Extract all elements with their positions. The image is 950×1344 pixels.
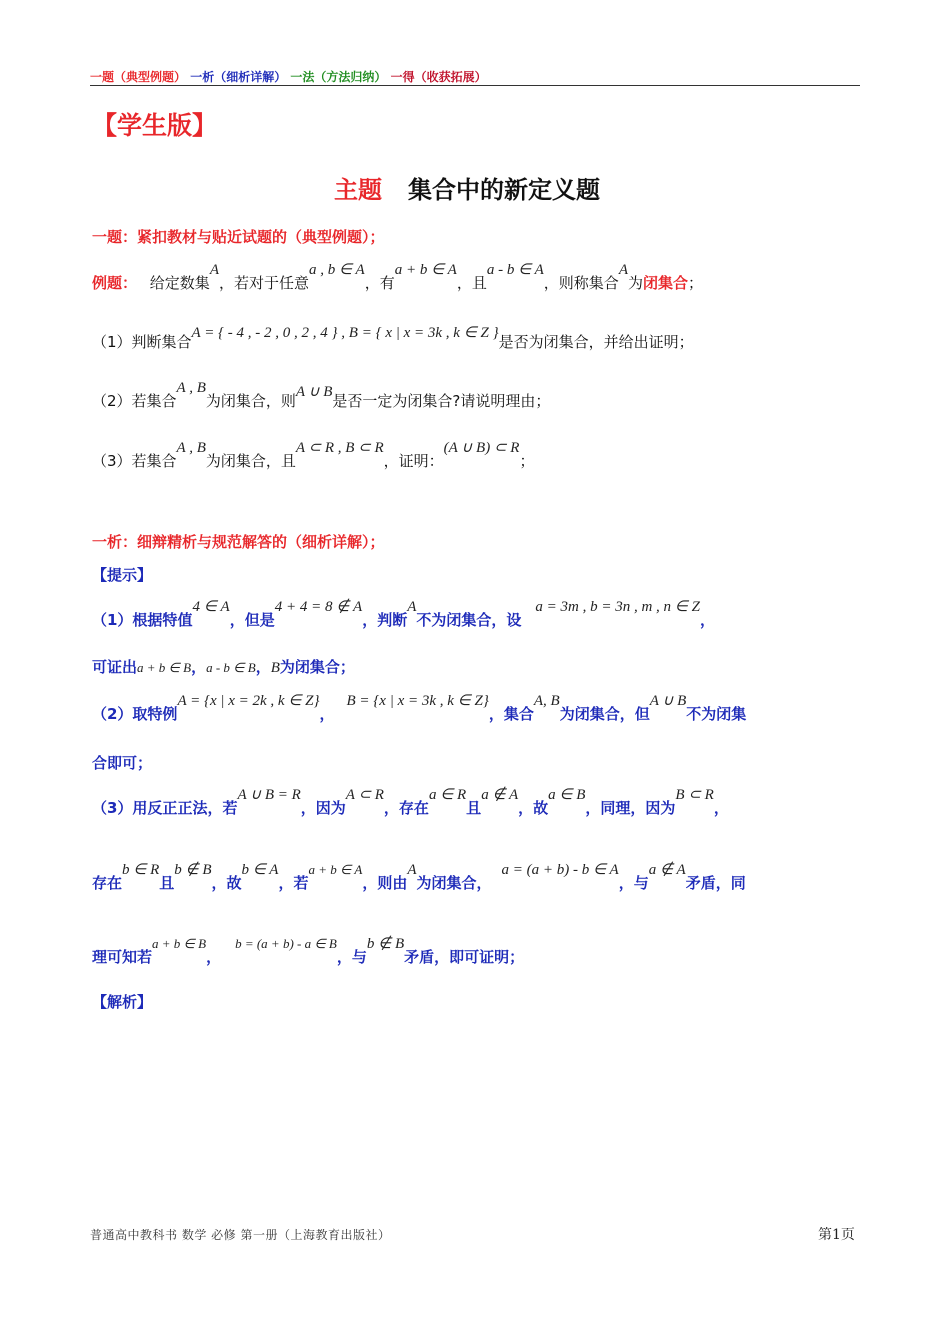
text: ，有 <box>364 274 395 292</box>
text: ； <box>688 274 704 292</box>
text: 理可知若 <box>92 948 153 966</box>
math: a ∈ R <box>428 787 467 803</box>
math: b ∉ B <box>174 862 212 878</box>
hint-1-cont <box>92 656 355 677</box>
text: ，存在 <box>383 799 429 817</box>
text: 为 <box>627 274 643 292</box>
math: a + b ∈ A <box>394 262 457 278</box>
page-title <box>334 170 600 205</box>
math: a ∈ B <box>548 787 586 803</box>
text: ， <box>713 799 729 817</box>
text: 矛盾，即可证明； <box>404 948 525 966</box>
text: ，且 <box>456 274 487 292</box>
math: b ∈ R <box>122 862 160 878</box>
math: a + b ∈ B <box>137 660 192 675</box>
math: 4 + 4 = 8 ∉ A <box>274 599 363 615</box>
math: B = {x | x = 3k , k ∈ Z} <box>346 693 489 709</box>
version-tag: 【学生版】 <box>92 111 218 140</box>
header-part-3: 一法（方法归纳） <box>290 70 387 84</box>
text: ，证明： <box>383 452 444 470</box>
text: ， <box>191 658 207 676</box>
text: 可证出 <box>92 658 138 676</box>
math: b ∈ A <box>241 862 279 878</box>
math: B <box>270 660 280 676</box>
math: a , b ∈ A <box>309 262 365 278</box>
footer-book-title: 普通高中教科书 数学 必修 第一册（上海教育出版社） <box>90 1228 391 1242</box>
text: （1）判断集合 <box>92 333 192 351</box>
header-divider <box>90 85 860 86</box>
text: ； <box>519 452 535 470</box>
text: 存在 <box>92 874 123 892</box>
text: （2）若集合 <box>92 392 177 410</box>
hint-3-cont-2 <box>92 936 525 967</box>
analysis-label-text: 【解析】 <box>92 993 153 1011</box>
footer-page-number: 第1页 <box>818 1227 855 1243</box>
hint-label-text: 【提示】 <box>92 566 153 584</box>
math: A = {x | x = 2k , k ∈ Z} <box>177 693 320 709</box>
text: 为闭集合，但 <box>559 705 650 723</box>
text: ，同理，因为 <box>585 799 676 817</box>
header-part-1: 一题（典型例题） <box>90 70 187 84</box>
text: 不为闭集 <box>686 705 747 723</box>
math: 4 ∈ A <box>192 599 230 615</box>
math: a ∉ A <box>481 787 519 803</box>
title-text: 集合中的新定义题 <box>408 176 600 204</box>
section1-heading: 一题：紧扣教材与贴近试题的（典型例题）； <box>92 228 385 246</box>
hint-1 <box>92 599 715 630</box>
text: ， <box>319 705 335 723</box>
math: a + b ∈ A <box>308 862 363 877</box>
text: 且 <box>159 874 175 892</box>
math: A = { - 4 , - 2 , 0 , 2 , 4 } , B = { x | x = 3k , k ∈ Z } <box>191 325 499 341</box>
hint-2 <box>92 693 747 724</box>
math: A <box>209 262 219 278</box>
text: ，集合 <box>488 705 534 723</box>
math: a + b ∈ B <box>152 936 207 951</box>
text: ，若对于任意 <box>218 274 309 292</box>
header-part-4: 一得（收获拓展） <box>390 70 487 84</box>
text: 矛盾，同 <box>685 874 746 892</box>
math: A, B <box>533 693 560 709</box>
math: A ∪ B = R <box>237 787 301 803</box>
math: a - b ∈ B <box>206 660 256 675</box>
text: 合即可； <box>92 754 153 772</box>
question-1 <box>92 325 694 352</box>
text: 且 <box>466 799 482 817</box>
header-part-2: 一析（细析详解） <box>190 70 287 84</box>
text: ，则由 <box>362 874 408 892</box>
text: 为闭集合， <box>416 874 492 892</box>
math: (A ∪ B) ⊂ R <box>443 440 520 456</box>
text: ，故 <box>211 874 242 892</box>
page-header <box>90 68 487 85</box>
text: ，因为 <box>300 799 346 817</box>
text: ， <box>255 658 271 676</box>
math: a = (a + b) - b ∈ A <box>501 862 619 878</box>
question-3 <box>92 440 535 471</box>
math: A , B <box>176 440 206 456</box>
math: A ⊂ R <box>345 787 384 803</box>
math: b ∉ B <box>366 936 405 952</box>
text: ，与 <box>336 948 367 966</box>
math: A <box>618 262 628 278</box>
math: A <box>407 599 417 615</box>
text: ，判断 <box>362 611 408 629</box>
text: ，但是 <box>229 611 275 629</box>
analysis-label <box>92 991 152 1012</box>
text: ，若 <box>278 874 309 892</box>
hint-2-cont <box>92 752 152 773</box>
math: A ∪ B <box>295 384 333 400</box>
text: （3）用反正正法，若 <box>92 799 238 817</box>
text: 为闭集合，且 <box>205 452 296 470</box>
math: A , B <box>176 380 206 396</box>
text: （1）根据特值 <box>92 611 193 629</box>
text: 为闭集合； <box>279 658 355 676</box>
math: A <box>407 862 417 878</box>
title-label: 主题 <box>334 176 382 204</box>
text: （2）取特例 <box>92 705 178 723</box>
math: a - b ∈ A <box>486 262 544 278</box>
text: 为闭集合，则 <box>205 392 296 410</box>
text: 是否一定为闭集合?请说明理由； <box>332 392 551 410</box>
hint-label <box>92 564 152 585</box>
math: A ⊂ R , B ⊂ R <box>295 440 384 456</box>
math: b = (a + b) - a ∈ B <box>235 936 337 951</box>
text: ， <box>699 611 715 629</box>
example-line <box>92 262 704 293</box>
hint-3 <box>92 787 729 818</box>
text: ，与 <box>618 874 649 892</box>
text: 不为闭集合，设 <box>416 611 522 629</box>
math: a ∉ A <box>648 862 686 878</box>
section2-heading: 一析：细辩精析与规范解答的（细析详解）； <box>92 533 385 551</box>
math: A ∪ B <box>649 693 687 709</box>
example-label: 例题： <box>92 274 138 292</box>
hint-3-cont <box>92 862 746 893</box>
question-2 <box>92 380 551 411</box>
text: ， <box>206 948 222 966</box>
text: （3）若集合 <box>92 452 177 470</box>
text: 给定数集 <box>149 274 210 292</box>
text: ，故 <box>518 799 549 817</box>
closed-set-term: 闭集合 <box>643 274 689 292</box>
math: a = 3m , b = 3n , m , n ∈ Z <box>535 599 700 615</box>
text: 是否为闭集合，并给出证明； <box>498 333 694 351</box>
math: B ⊂ R <box>675 787 714 803</box>
text: ，则称集合 <box>543 274 619 292</box>
